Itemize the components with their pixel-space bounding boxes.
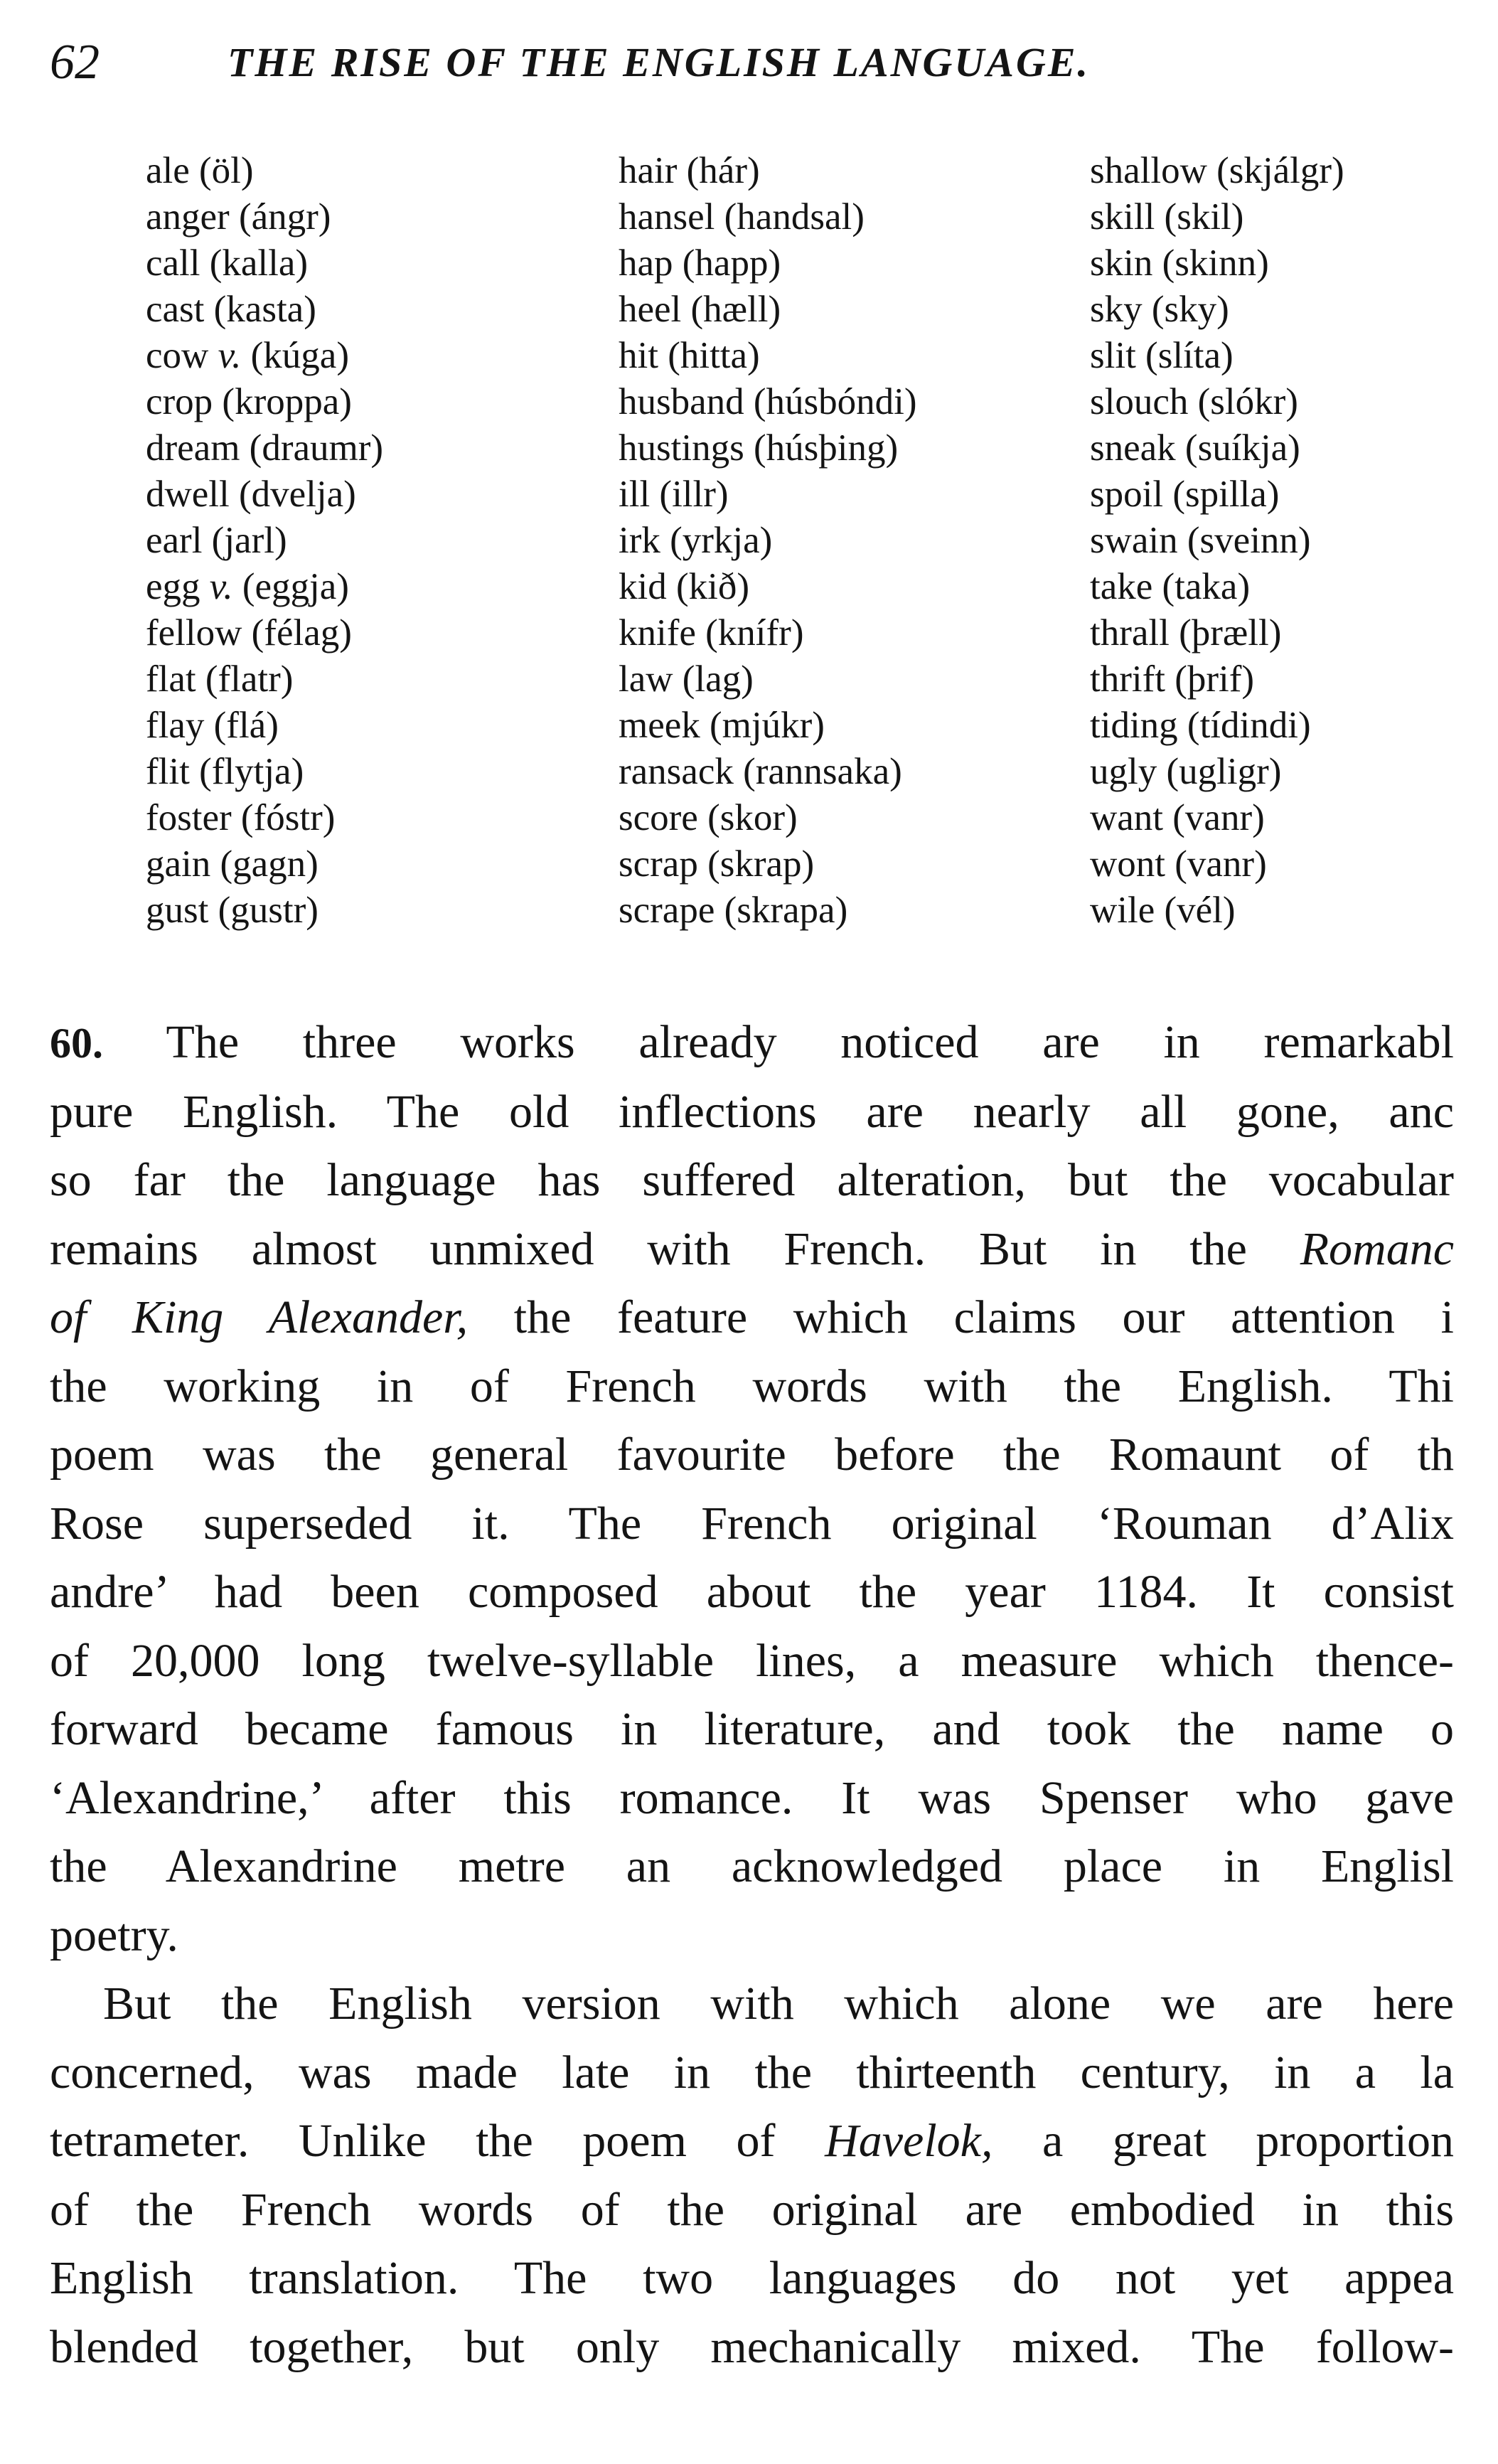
word-entry: hansel (handsal) bbox=[619, 196, 865, 238]
word-entry: kid (kið) bbox=[619, 566, 749, 607]
text-line: ‘Alexandrine,’ after this romance. It was Spenser who gave bbox=[50, 1771, 1454, 1824]
word-entry: score (skor) bbox=[619, 797, 798, 838]
word-entry: call (kalla) bbox=[146, 242, 309, 284]
text-line: of the French words of the original are embodied in this bbox=[50, 2183, 1454, 2236]
word-entry: scrap (skrap) bbox=[619, 843, 815, 885]
word-entry: sky (sky) bbox=[1090, 289, 1229, 330]
word-entry: flat (flatr) bbox=[146, 658, 294, 700]
word-entry: gain (gagn) bbox=[146, 843, 319, 885]
text-line: poem was the general favourite before the Romaunt of th bbox=[50, 1429, 1454, 1481]
word-entry: wont (vanr) bbox=[1090, 843, 1267, 885]
text-line: of 20,000 long twelve-syllable lines, a measure which thence- bbox=[50, 1634, 1454, 1687]
word-entry: hustings (húsþing) bbox=[619, 427, 899, 469]
word-entry: irk (yrkja) bbox=[619, 520, 773, 561]
text-line: English translation. The two languages do not yet appea bbox=[50, 2252, 1454, 2304]
word-entry: wile (vél) bbox=[1090, 890, 1236, 931]
text-line: concerned, was made late in the thirteenth century, in a la bbox=[50, 2046, 1454, 2098]
word-entry: take (taka) bbox=[1090, 566, 1251, 607]
word-entry: heel (hæll) bbox=[619, 289, 781, 330]
word-entry: scrape (skrapa) bbox=[619, 890, 848, 931]
text-fragment: a great proportion bbox=[993, 2115, 1454, 2167]
text-line: Rose superseded it. The French original ‘Rouman d’Alix bbox=[50, 1497, 1454, 1550]
word-entry: ale (öl) bbox=[146, 150, 254, 191]
text-fragment: remains almost unmixed with French. But in the bbox=[50, 1222, 1300, 1275]
text-line: andre’ had been composed about the year 1184. It consist bbox=[50, 1566, 1454, 1618]
word-entry: egg v. (eggja) bbox=[146, 566, 349, 607]
word-entry: want (vanr) bbox=[1090, 797, 1265, 838]
body-text bbox=[50, 1008, 1454, 2382]
text-fragment: tetrameter. Unlike the poem of bbox=[50, 2115, 825, 2167]
word-list-column-1 bbox=[146, 148, 383, 934]
paragraph-next bbox=[50, 1970, 1454, 2382]
word-entry: ransack (rannsaka) bbox=[619, 751, 902, 792]
word-entry: husband (húsbóndi) bbox=[619, 381, 917, 422]
word-entry: flay (flá) bbox=[146, 705, 279, 746]
word-entry: ugly (ugligr) bbox=[1090, 751, 1282, 792]
text-line: the working in of French words with the English. Thi bbox=[50, 1360, 1454, 1412]
word-entry: dream (draumr) bbox=[146, 427, 384, 469]
text-line: so far the language has suffered alteration, but the vocabular bbox=[50, 1154, 1454, 1206]
word-entry: earl (jarl) bbox=[146, 520, 287, 561]
word-entry: slouch (slókr) bbox=[1090, 381, 1298, 422]
text-line: the Alexandrine metre an acknowledged place in Englisl bbox=[50, 1840, 1454, 1892]
word-entry: thrall (þræll) bbox=[1090, 612, 1282, 654]
paragraph-60 bbox=[50, 1008, 1454, 1970]
paragraph-number: 60. bbox=[50, 1020, 103, 1067]
word-list-column-3 bbox=[1090, 148, 1344, 934]
italic-title: Havelok, bbox=[825, 2115, 993, 2167]
word-entry: thrift (þrif) bbox=[1090, 658, 1255, 700]
word-entry: tiding (tídindi) bbox=[1090, 705, 1311, 746]
word-entry: foster (fóstr) bbox=[146, 797, 336, 838]
word-entry: ill (illr) bbox=[619, 474, 729, 515]
text-line bbox=[50, 1215, 1454, 1284]
word-entry: slit (slíta) bbox=[1090, 335, 1234, 376]
text-line bbox=[50, 2107, 1454, 2176]
word-entry: hap (happ) bbox=[619, 242, 781, 284]
word-entry: hit (hitta) bbox=[619, 335, 760, 376]
word-entry: skill (skil) bbox=[1090, 196, 1244, 238]
word-entry: cast (kasta) bbox=[146, 289, 316, 330]
word-entry: spoil (spilla) bbox=[1090, 474, 1280, 515]
word-entry: fellow (félag) bbox=[146, 612, 352, 654]
word-entry: gust (gustr) bbox=[146, 890, 319, 931]
running-head: THE RISE OF THE ENGLISH LANGUAGE. bbox=[228, 39, 1091, 85]
text-line: pure English. The old inflections are nearly all gone, anc bbox=[50, 1085, 1454, 1138]
word-entry: swain (sveinn) bbox=[1090, 520, 1311, 561]
word-list-column-2 bbox=[619, 148, 917, 934]
text-line bbox=[50, 1008, 1454, 1078]
word-entry: knife (knífr) bbox=[619, 612, 804, 654]
text-line: forward became famous in literature, and took the name o bbox=[50, 1703, 1454, 1755]
text-line: But the English version with which alone we are here bbox=[103, 1978, 1454, 2030]
word-entry: dwell (dvelja) bbox=[146, 474, 356, 515]
text-fragment: the feature which claims our attention i bbox=[468, 1291, 1454, 1343]
word-entry: hair (hár) bbox=[619, 150, 760, 191]
word-entry: shallow (skjálgr) bbox=[1090, 150, 1344, 191]
italic-title: of King Alexander, bbox=[50, 1291, 469, 1343]
word-entry: skin (skinn) bbox=[1090, 242, 1269, 284]
text-line bbox=[50, 1284, 1454, 1353]
text-line: blended together, but only mechanically mixed. The follow- bbox=[50, 2320, 1454, 2373]
word-entry: meek (mjúkr) bbox=[619, 705, 825, 746]
word-entry: flit (flytja) bbox=[146, 751, 304, 792]
page-header bbox=[50, 34, 1457, 91]
page-number: 62 bbox=[50, 35, 100, 90]
text-line: poetry. bbox=[50, 1909, 178, 1961]
word-entry: anger (ángr) bbox=[146, 196, 331, 238]
italic-title: Romanc bbox=[1300, 1222, 1454, 1275]
text-fragment: The three works already noticed are in remarkabl bbox=[166, 1016, 1454, 1068]
word-entry: cow v. (kúga) bbox=[146, 335, 349, 376]
word-entry: law (lag) bbox=[619, 658, 754, 700]
word-entry: sneak (suíkja) bbox=[1090, 427, 1300, 469]
word-entry: crop (kroppa) bbox=[146, 381, 352, 422]
